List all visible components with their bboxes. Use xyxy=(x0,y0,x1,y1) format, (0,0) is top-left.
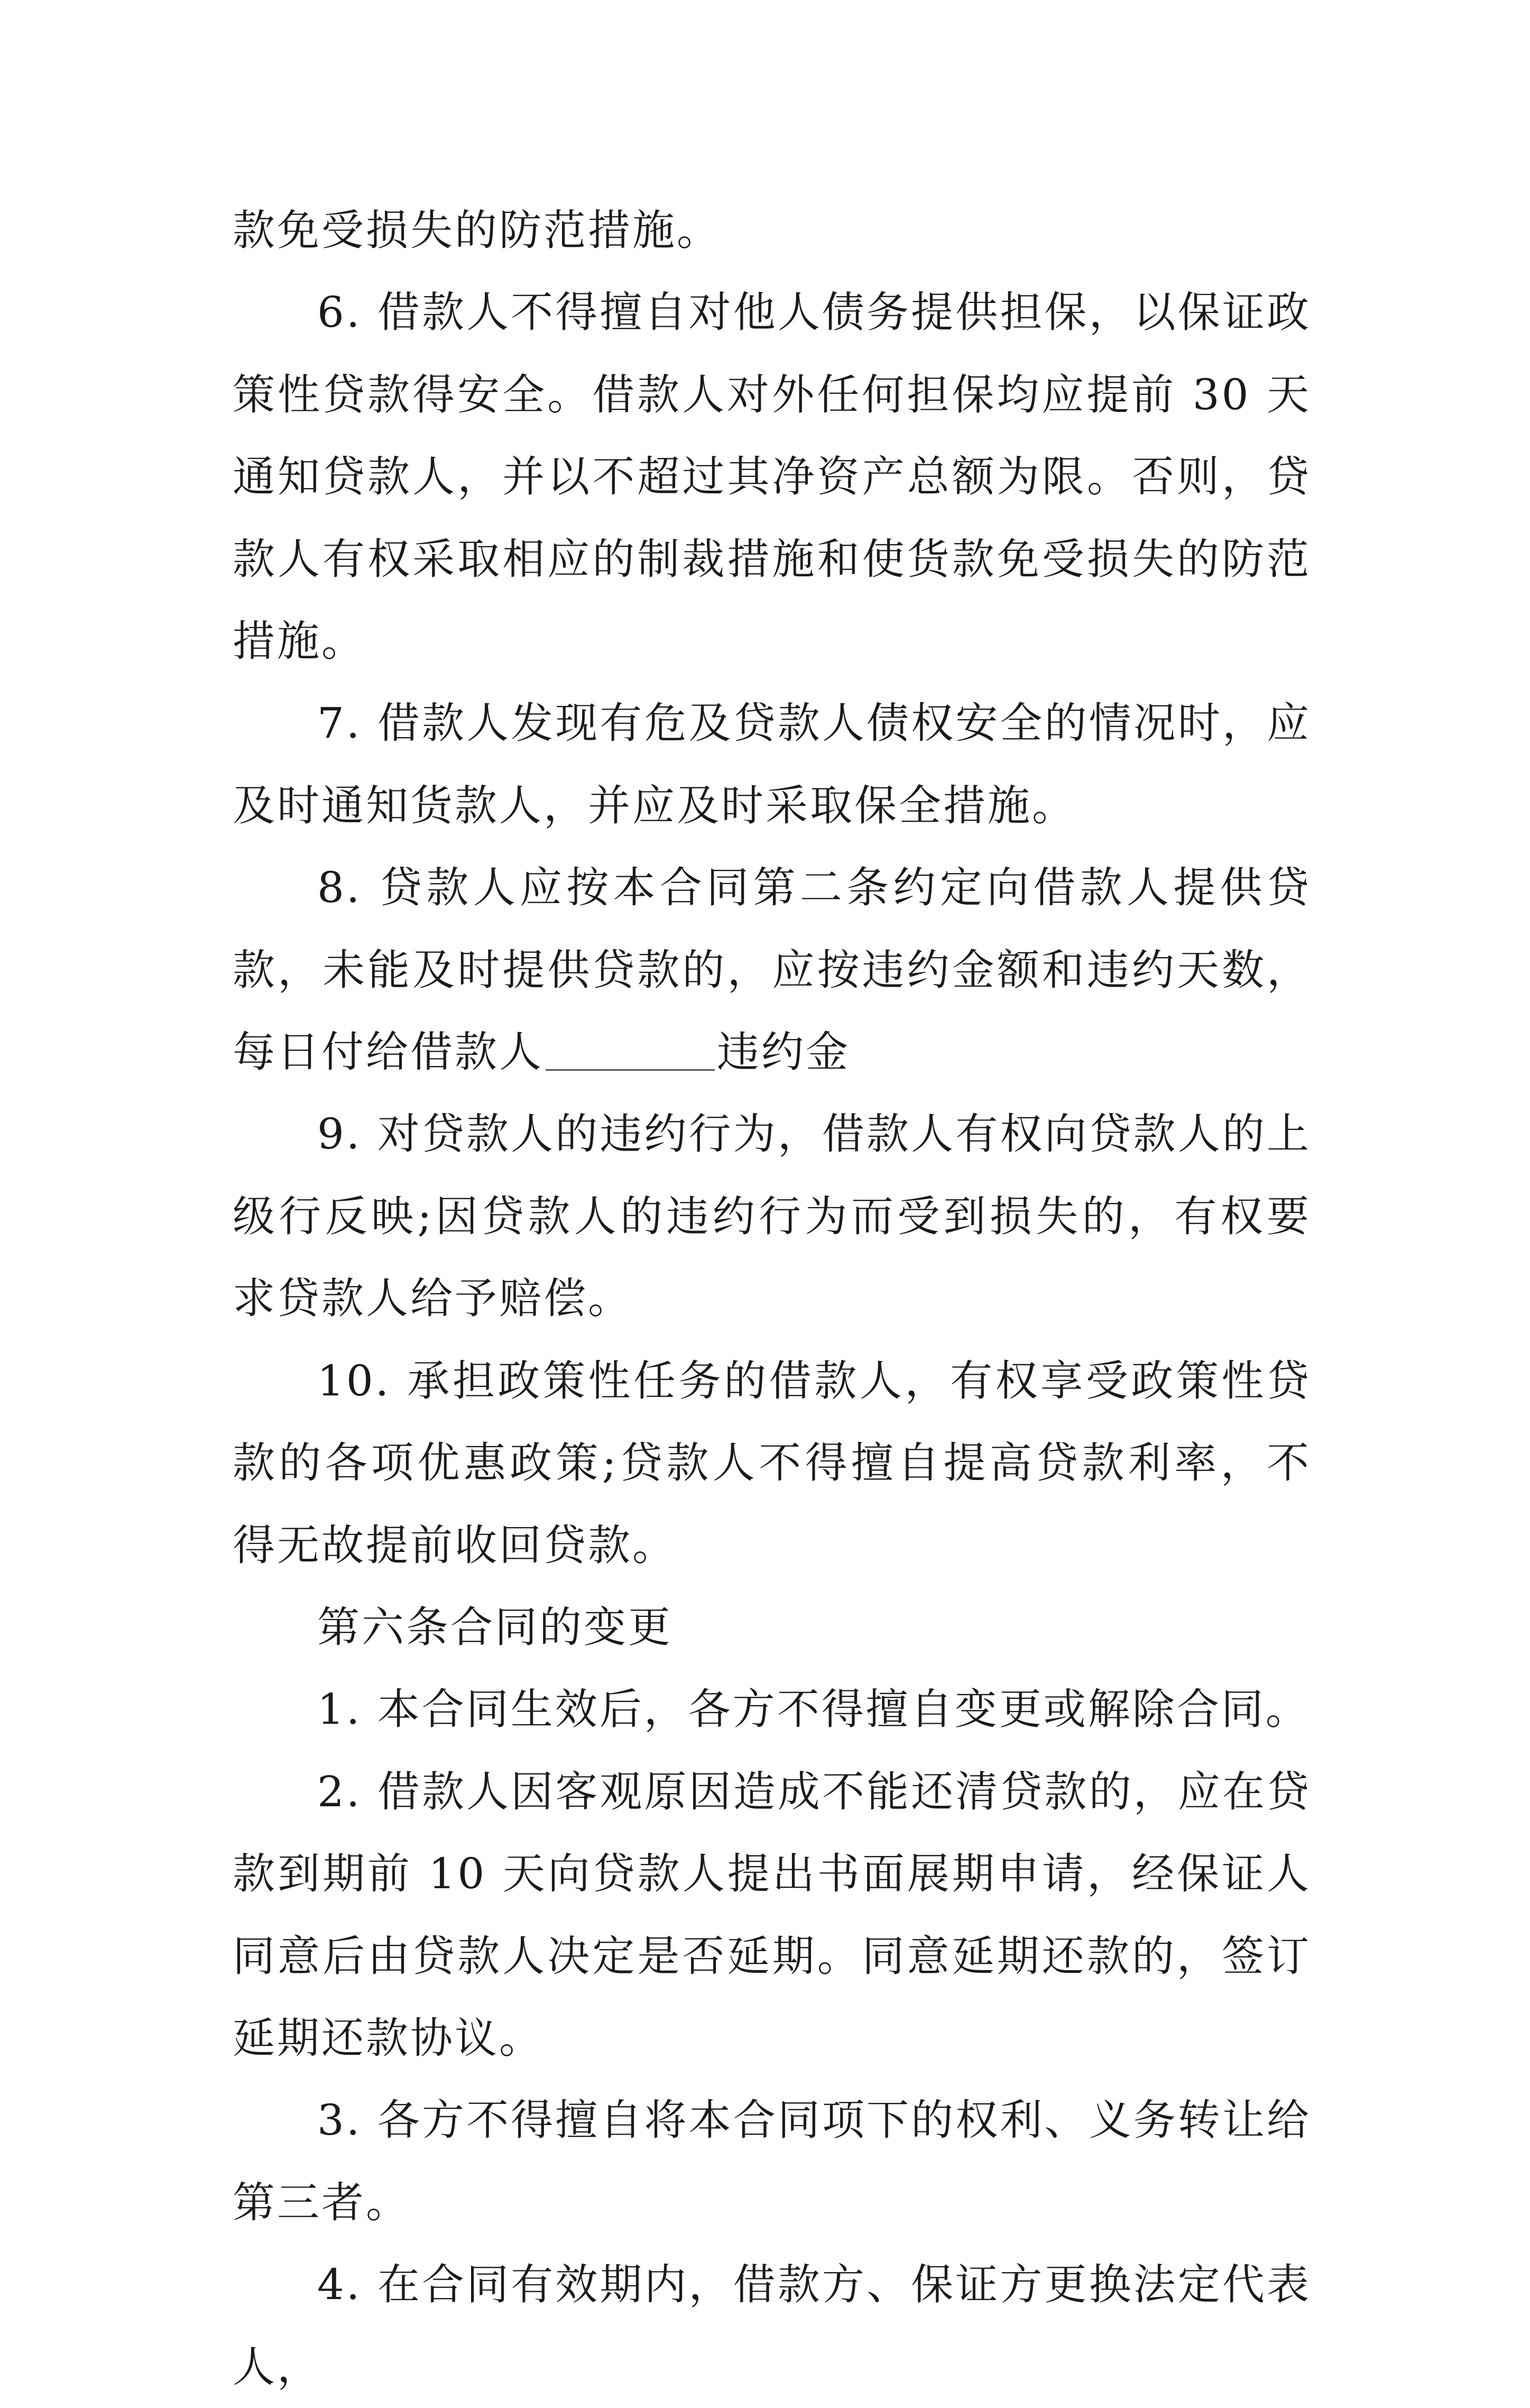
paragraph-change-3: 3. 各方不得擅自将本合同项下的权利、义务转让给第三者。 xyxy=(233,2095,1311,2227)
clause-8-text: 8. 贷款人应按本合同第二条约定向借款人提供贷款，未能及时提供贷款的，应按违约金额和违约天数，每日付给借款人 xyxy=(233,863,1311,1077)
paragraph-continuation: 款免受损失的防范措施。 xyxy=(233,206,721,255)
clause-8-tail: 违约金 xyxy=(717,1027,850,1077)
section-heading-article-6: 第六条合同的变更 xyxy=(317,1602,672,1652)
document-body xyxy=(233,189,1311,2408)
paragraph-clause-6: 6. 借款人不得擅自对他人债务提供担保，以保证政策性贷款得安全。借款人对外任何担保均应提前 30 天通知贷款人，并以不超过其净资产总额为限。否则，贷款人有权采取相应的制裁措施和使货款免受损失的防范措施。 xyxy=(233,288,1311,666)
paragraph-clause-9: 9. 对贷款人的违约行为，借款人有权向贷款人的上级行反映;因贷款人的违约行为而受到损失的，有权要求贷款人给予赔偿。 xyxy=(233,1109,1311,1324)
paragraph-change-1: 1. 本合同生效后，各方不得擅自变更或解除合同。 xyxy=(317,1685,1310,1734)
paragraph-change-4: 4. 在合同有效期内，借款方、保证方更换法定代表人， xyxy=(233,2260,1311,2392)
paragraph-clause-7: 7. 借款人发现有危及贷款人债权安全的情况时，应及时通知货款人，并应及时采取保全措施。 xyxy=(233,698,1311,830)
paragraph-clause-10: 10. 承担政策性任务的借款人，有权享受政策性贷款的各项优惠政策;贷款人不得擅自提高贷款利率，不得无故提前收回贷款。 xyxy=(233,1356,1311,1570)
paragraph-clause-8 xyxy=(233,847,1311,1093)
fill-in-blank xyxy=(546,1027,715,1071)
paragraph-change-2: 2. 借款人因客观原因造成不能还清贷款的，应在贷款到期前 10 天向贷款人提出书面展期申请，经保证人同意后由贷款人决定是否延期。同意延期还款的，签订延期还款协议。 xyxy=(233,1767,1311,2063)
